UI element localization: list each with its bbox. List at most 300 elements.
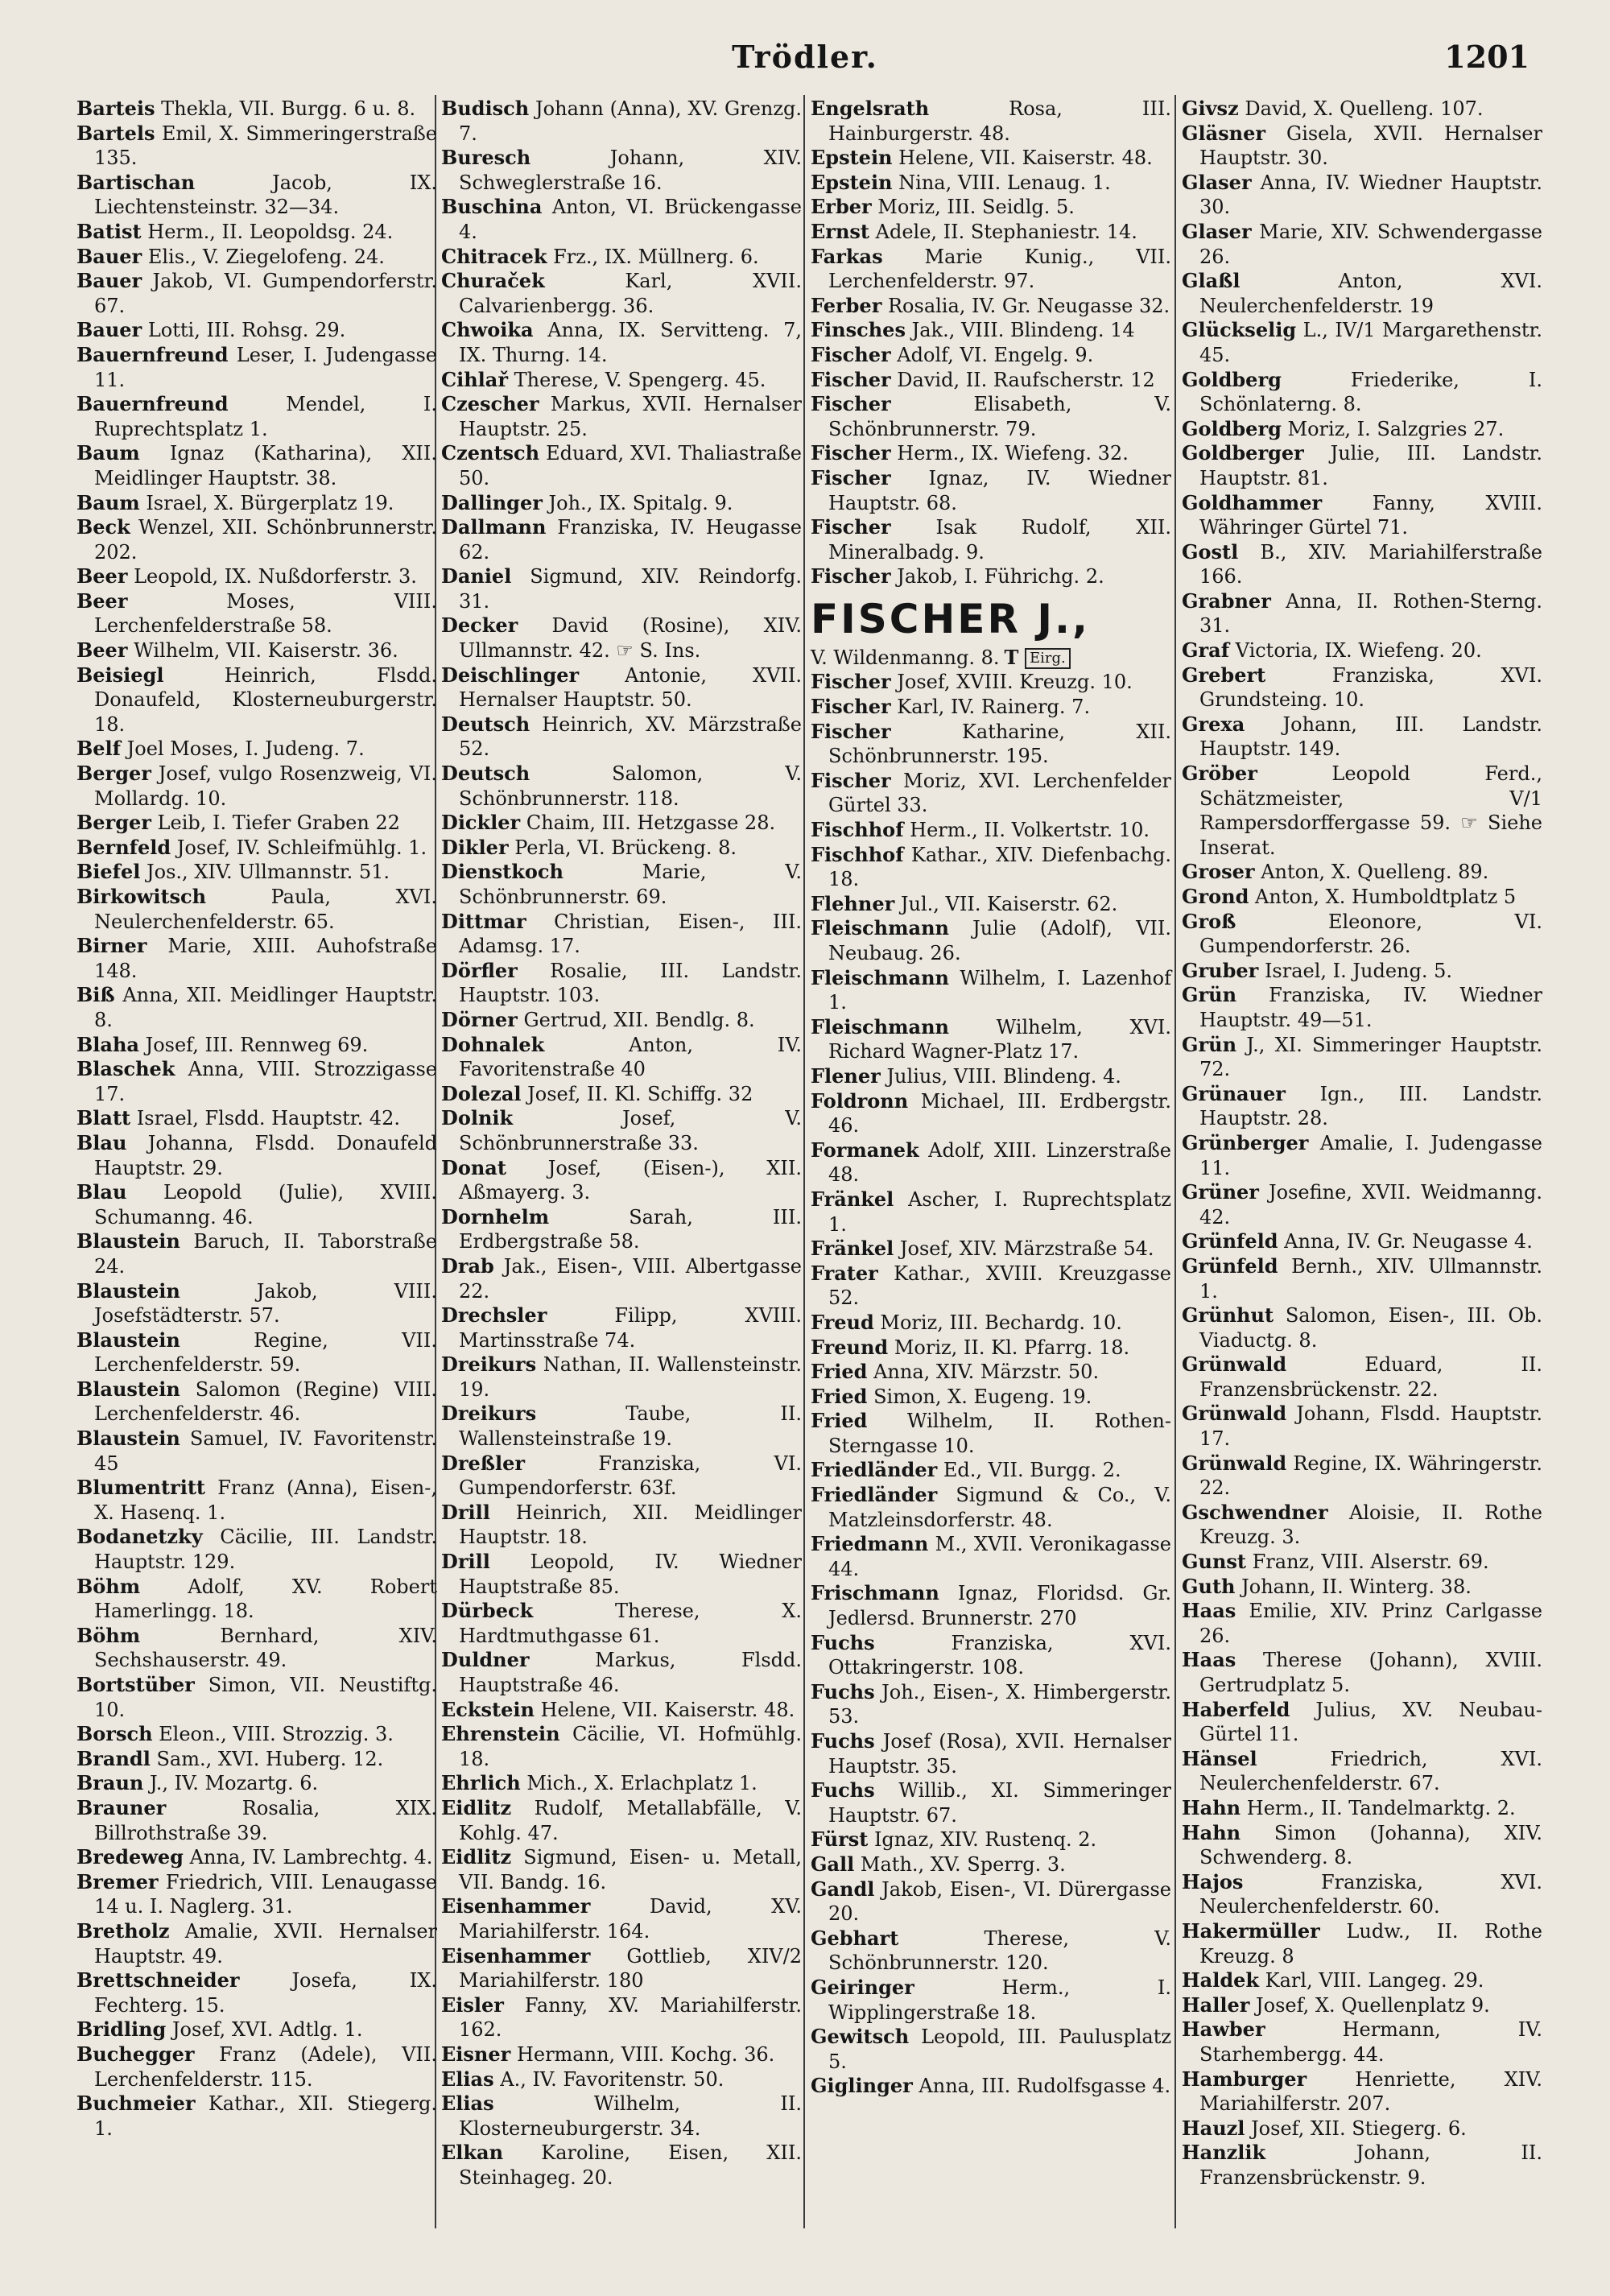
entry-surname: Batist xyxy=(76,219,142,243)
directory-entry xyxy=(811,670,1171,695)
directory-entry xyxy=(1182,1131,1542,1180)
entry-details: Leopold, IX. Nußdorferstr. 3. xyxy=(134,565,417,588)
entry-details: Anna, IV. Lambrechtg. 4. xyxy=(189,1846,433,1869)
directory-entry xyxy=(1182,1796,1542,1821)
entry-details: Simon (Johanna), XIV. Schwenderg. 8. xyxy=(1199,1821,1542,1869)
entry-surname: Guth xyxy=(1182,1574,1236,1598)
entry-surname: Biß xyxy=(76,983,115,1007)
entry-details: Kathar., XIV. Diefenbachg. 18. xyxy=(828,843,1171,891)
directory-entry xyxy=(811,1827,1171,1852)
entry-surname: Bauer xyxy=(76,244,142,268)
directory-entry xyxy=(441,1402,802,1451)
entry-surname: Grünauer xyxy=(1182,1081,1286,1105)
directory-entry xyxy=(441,97,802,146)
directory-entry xyxy=(441,1944,802,1993)
directory-entry xyxy=(441,1205,802,1254)
entry-details: Anna, III. Rudolfsgasse 4. xyxy=(919,2075,1171,2098)
entry-surname: Chitracek xyxy=(441,244,547,268)
entry-surname: Fischer xyxy=(811,768,891,792)
entry-surname: Fischhof xyxy=(811,842,904,866)
entry-surname: Chwoika xyxy=(441,318,534,342)
entry-details: David, II. Raufscherstr. 12 xyxy=(897,368,1155,391)
entry-surname: Grünfeld xyxy=(1182,1229,1278,1253)
entry-details: Joh., Eisen-, X. Himbergerstr. 53. xyxy=(828,1680,1171,1728)
entry-details: Johann, XIV. Schweglerstraße 16. xyxy=(459,147,802,194)
entry-surname: Haas xyxy=(1182,1599,1236,1623)
entry-surname: Haas xyxy=(1182,1648,1236,1672)
entry-details: David, X. Quelleng. 107. xyxy=(1245,97,1484,120)
entry-details: Ludw., II. Rothe Kreuzg. 8 xyxy=(1199,1919,1542,1968)
directory-entry xyxy=(1182,1747,1542,1796)
entry-details: Hermann, IV. Starhembergg. 44. xyxy=(1199,2018,1542,2066)
directory-entry xyxy=(1182,540,1542,589)
entry-details: Anton, IV. Favoritenstraße 40 xyxy=(459,1033,802,1081)
directory-entry xyxy=(1182,368,1542,417)
directory-entry xyxy=(76,1279,437,1328)
entry-surname: Hamburger xyxy=(1182,2067,1307,2091)
directory-entry xyxy=(76,1377,437,1427)
directory-entry xyxy=(441,1796,802,1845)
entry-surname: Grünwald xyxy=(1182,1451,1287,1475)
directory-entry xyxy=(441,368,802,393)
entry-address: V. Wildenmanng. 8. xyxy=(811,646,1000,669)
entry-details: Israel, X. Bürgerplatz 19. xyxy=(146,491,394,514)
directory-entry xyxy=(441,1008,802,1033)
directory-entry xyxy=(441,1254,802,1303)
entry-surname: Ehrlich xyxy=(441,1771,521,1795)
directory-entry xyxy=(1182,762,1542,860)
entry-surname: Decker xyxy=(441,613,518,638)
entry-surname: Dörner xyxy=(441,1007,518,1031)
directory-entry xyxy=(441,836,802,861)
directory-entry xyxy=(1182,1352,1542,1402)
entry-details: Ignaz, Floridsd. Gr. Jedlersd. Brunnerstr. 270 xyxy=(828,1582,1171,1630)
entry-surname: Glaser xyxy=(1182,170,1252,194)
directory-entry xyxy=(76,220,437,245)
entry-surname: Eisenhammer xyxy=(441,1943,591,1968)
entry-details: Anton, X. Humboldtplatz 5 xyxy=(1255,886,1517,908)
directory-entry xyxy=(76,1575,437,1624)
entry-details: Josef, IV. Schleifmühlg. 1. xyxy=(176,836,427,859)
entry-surname: Fried xyxy=(811,1384,868,1408)
directory-entry xyxy=(76,564,437,589)
entry-surname: Bauer xyxy=(76,318,142,342)
entry-details: Gisela, XVII. Hernalser Hauptstr. 30. xyxy=(1199,122,1542,170)
entry-details: Therese, V. Schönbrunnerstr. 120. xyxy=(828,1926,1171,1975)
entry-details: Kathar., XVIII. Kreuzgasse 52. xyxy=(828,1262,1171,1310)
entry-details: Taube, II. Wallensteinstraße 19. xyxy=(459,1402,802,1451)
entry-details: Karl, IV. Rainerg. 7. xyxy=(897,696,1091,719)
entry-details: Jak., Eisen-, VIII. Albertgasse 22. xyxy=(459,1254,802,1303)
entry-surname: Fischer xyxy=(811,695,891,719)
category-badge: Eirg. xyxy=(1025,648,1071,669)
entry-surname: Flener xyxy=(811,1063,881,1088)
column-divider xyxy=(803,95,805,2228)
entry-details: Friedrich, XVI. Neulerchenfelderstr. 67. xyxy=(1199,1747,1542,1795)
directory-entry xyxy=(1182,638,1542,663)
directory-entry xyxy=(76,1624,437,1673)
entry-details: A., IV. Favoritenstr. 50. xyxy=(500,2067,724,2091)
directory-entry xyxy=(76,836,437,861)
directory-entry xyxy=(811,2025,1171,2074)
entry-surname: Dreikurs xyxy=(441,1402,537,1426)
entry-details: Anton, X. Quelleng. 89. xyxy=(1261,861,1489,884)
directory-entry xyxy=(76,1722,437,1747)
directory-entry xyxy=(76,1427,437,1476)
entry-surname: Graf xyxy=(1182,638,1230,663)
directory-entry xyxy=(811,368,1171,393)
entry-details: Michael, III. Erdbergstr. 46. xyxy=(828,1089,1171,1138)
directory-entry xyxy=(1182,1599,1542,1648)
entry-surname: Fried xyxy=(811,1360,868,1384)
entry-details: Samuel, IV. Favoritenstr. 45 xyxy=(94,1427,437,1475)
directory-entry xyxy=(811,1852,1171,1877)
directory-entry xyxy=(811,720,1171,769)
entry-surname: Bremer xyxy=(76,1869,159,1893)
directory-entry xyxy=(1182,97,1542,122)
directory-entry xyxy=(441,195,802,244)
entry-details: Mendel, I. Ruprechtsplatz 1. xyxy=(94,393,437,440)
directory-entry xyxy=(441,613,802,663)
entry-details: Joel Moses, I. Judeng. 7. xyxy=(126,737,365,761)
entry-surname: Buchmeier xyxy=(76,2092,196,2116)
entry-details: Eduard, XVI. Thaliastraße 50. xyxy=(459,442,802,489)
entry-details: Jakob, VIII. Josefstädterstr. 57. xyxy=(94,1279,437,1328)
entry-surname: Groser xyxy=(1182,860,1255,884)
entry-surname: Gewitsch xyxy=(811,2025,910,2049)
directory-entry xyxy=(1182,1303,1542,1352)
directory-entry xyxy=(811,466,1171,515)
directory-entry xyxy=(441,860,802,909)
entry-surname: Dickler xyxy=(441,811,521,835)
directory-entry xyxy=(811,392,1171,441)
entry-details: Ignaz (Katharina), XII. Meidlinger Hauptstr. 38. xyxy=(94,442,437,489)
directory-entry xyxy=(811,1138,1171,1187)
entry-surname: Buresch xyxy=(441,146,531,170)
entry-details: Anna, VIII. Strozzigasse 17. xyxy=(94,1058,437,1105)
entry-surname: Friedländer xyxy=(811,1483,938,1507)
entry-details: Wilhelm, I. Lazenhof 1. xyxy=(828,966,1171,1014)
directory-entry xyxy=(1182,1648,1542,1697)
entry-details: Josefine, XVII. Weidmanng. 42. xyxy=(1199,1181,1542,1229)
entry-details: Franz, VIII. Alserstr. 69. xyxy=(1252,1551,1489,1574)
entry-surname: Hawber xyxy=(1182,2017,1265,2042)
directory-entry xyxy=(1182,171,1542,220)
entry-details: Elisabeth, V. Schönbrunnerstr. 79. xyxy=(828,393,1171,440)
entry-details: Perla, VI. Brückeng. 8. xyxy=(514,836,737,859)
directory-entry xyxy=(441,1894,802,1943)
directory-entry xyxy=(76,983,437,1032)
column-1 xyxy=(76,97,437,2141)
entry-details: Wilhelm, XVI. Richard Wagner-Platz 17. xyxy=(828,1015,1171,1063)
directory-entry xyxy=(441,318,802,367)
entry-surname: Blaustein xyxy=(76,1328,180,1352)
column-3 xyxy=(811,97,1171,2099)
entry-details: Ignaz, XIV. Rustenq. 2. xyxy=(873,1828,1097,1852)
directory-entry xyxy=(811,318,1171,343)
directory-entry xyxy=(76,1180,437,1229)
entry-details: Josef, XVIII. Kreuzg. 10. xyxy=(897,671,1133,694)
entry-details: Regine, VII. Lerchenfelderstr. 59. xyxy=(94,1328,437,1377)
directory-entry xyxy=(811,1187,1171,1237)
entry-surname: Fuchs xyxy=(811,1679,875,1703)
entry-surname: Foldronn xyxy=(811,1088,909,1113)
entry-details: Sigmund & Co., V. Matzleinsdorferstr. 48. xyxy=(828,1484,1171,1531)
entry-surname: Grebert xyxy=(1182,663,1266,687)
directory-entry xyxy=(1182,663,1542,712)
entry-details: Fanny, XVIII. Währinger Gürtel 71. xyxy=(1199,491,1542,539)
directory-entry xyxy=(76,245,437,270)
entry-surname: Frischmann xyxy=(811,1581,939,1605)
entry-details: Henriette, XIV. Mariahilferstr. 207. xyxy=(1199,2067,1542,2116)
telephone-icon: T xyxy=(1004,645,1019,669)
entry-details: David, XV. Mariahilferstr. 164. xyxy=(459,1895,802,1943)
entry-details: Franz (Anna), Eisen-, X. Hasenq. 1. xyxy=(94,1476,437,1524)
entry-details: Johann (Anna), XV. Grenzg. 7. xyxy=(459,97,802,145)
entry-surname: Bodanetzky xyxy=(76,1525,203,1549)
directory-entry xyxy=(441,811,802,836)
directory-entry xyxy=(441,1352,802,1402)
entry-details: Baruch, II. Taborstraße 24. xyxy=(94,1230,437,1278)
directory-entry xyxy=(811,1385,1171,1410)
entry-details: Emil, X. Simmeringerstraße 135. xyxy=(94,122,437,170)
entry-details: Marie, XIV. Schwendergasse 26. xyxy=(1199,220,1542,268)
entry-surname: Beer xyxy=(76,588,128,613)
entry-surname: Haberfeld xyxy=(1182,1697,1290,1721)
entry-details: Rosa, III. Hainburgerstr. 48. xyxy=(828,97,1171,145)
entry-surname: Deischlinger xyxy=(441,663,580,687)
directory-entry xyxy=(1182,1575,1542,1600)
entry-details: Sigmund, XIV. Reindorfg. 31. xyxy=(459,565,802,613)
entry-details: Johanna, Flsdd. Donaufeld Hauptstr. 29. xyxy=(94,1131,437,1179)
entry-details: Jos., XIV. Ullmannstr. 51. xyxy=(147,861,390,884)
entry-surname: Gunst xyxy=(1182,1550,1246,1574)
entry-details: Josef, XVI. Adtlg. 1. xyxy=(171,2018,363,2042)
directory-entry xyxy=(1182,1402,1542,1451)
entry-details: Joh., IX. Spitalg. 9. xyxy=(548,491,733,514)
directory-entry xyxy=(441,515,802,564)
directory-entry xyxy=(1182,589,1542,638)
entry-surname: Czescher xyxy=(441,392,539,416)
directory-entry xyxy=(76,589,437,638)
entry-details: Herm., II. Leopoldsg. 24. xyxy=(147,220,394,243)
entry-details: Isak Rudolf, XII. Mineralbadg. 9. xyxy=(828,516,1171,564)
entry-details: Rosalia, IV. Gr. Neugasse 32. xyxy=(887,294,1170,317)
directory-entry xyxy=(811,1877,1171,1926)
directory-entry xyxy=(76,2042,437,2092)
entry-surname: Baum xyxy=(76,441,140,465)
directory-entry xyxy=(1182,885,1542,910)
entry-surname: Elias xyxy=(441,2067,494,2091)
entry-surname: Gröber xyxy=(1182,762,1257,786)
entry-details: Ignaz, IV. Wiedner Hauptstr. 68. xyxy=(828,466,1171,514)
directory-entry xyxy=(441,762,802,811)
entry-surname: Borsch xyxy=(76,1722,153,1746)
directory-entry xyxy=(76,1229,437,1278)
directory-entry xyxy=(1182,1501,1542,1550)
entry-surname: Grün xyxy=(1182,983,1237,1007)
entry-surname: Dolnik xyxy=(441,1106,514,1130)
directory-entry xyxy=(1182,1082,1542,1131)
entry-details: Helene, VII. Kaiserstr. 48. xyxy=(898,147,1153,170)
entry-surname: Fuchs xyxy=(811,1630,875,1654)
entry-details: Josef (Rosa), XVII. Hernalser Hauptstr. 35. xyxy=(828,1730,1171,1778)
directory-entry xyxy=(76,811,437,836)
entry-surname: Giglinger xyxy=(811,2074,913,2098)
directory-entry xyxy=(1182,1254,1542,1303)
entry-details: Jak., VIII. Blindeng. 14 xyxy=(911,319,1135,342)
entry-surname: Daniel xyxy=(441,564,512,588)
directory-entry xyxy=(811,966,1171,1015)
directory-entry xyxy=(441,245,802,270)
entry-details: J., XI. Simmeringer Hauptstr. 72. xyxy=(1199,1033,1542,1081)
directory-entry xyxy=(811,441,1171,466)
entry-surname: Fränkel xyxy=(811,1187,894,1211)
entry-surname: Churaček xyxy=(441,269,545,293)
entry-surname: Fleischmann xyxy=(811,916,949,940)
directory-entry xyxy=(811,146,1171,171)
entry-details: Leopold (Julie), XVIII. Schumanng. 46. xyxy=(94,1181,437,1229)
entry-surname: Dolezal xyxy=(441,1081,522,1105)
directory-entry xyxy=(441,392,802,441)
entry-details: Salomon, Eisen-, III. Ob. Viaductg. 8. xyxy=(1199,1304,1542,1352)
entry-details: Josef, (Eisen-), XII. Aßmayerg. 3. xyxy=(459,1156,802,1204)
directory-entry xyxy=(1182,441,1542,490)
directory-entry xyxy=(811,1976,1171,2025)
entry-surname: Grüner xyxy=(1182,1180,1259,1204)
entry-details: Wilhelm, VII. Kaiserstr. 36. xyxy=(134,639,398,663)
entry-surname: Beck xyxy=(76,515,130,539)
entry-details: Anna, II. Rothen-Sterng. 31. xyxy=(1199,589,1542,638)
directory-entry xyxy=(1182,1821,1542,1870)
directory-entry xyxy=(76,885,437,934)
entry-surname: Epstein xyxy=(811,146,893,170)
entry-details: Karoline, Eisen, XII. Steinhageg. 20. xyxy=(459,2141,802,2189)
entry-details: Sarah, III. Erdbergstraße 58. xyxy=(459,1205,802,1253)
entry-details: Wenzel, XII. Schönbrunnerstr. 202. xyxy=(94,516,437,564)
entry-surname: Czentsch xyxy=(441,441,540,465)
entry-details: Willib., XI. Simmeringer Hauptstr. 67. xyxy=(828,1779,1171,1827)
directory-entry xyxy=(76,762,437,811)
entry-details: Karl, VIII. Langeg. 29. xyxy=(1265,1969,1484,1992)
entry-details: Simon, VII. Neustiftg. 10. xyxy=(94,1674,437,1721)
directory-entry xyxy=(811,1458,1171,1483)
entry-surname: Blaschek xyxy=(76,1057,175,1081)
entry-surname: Blau xyxy=(76,1130,127,1154)
entry-details: Amalie, XVII. Hernalser Hauptstr. 49. xyxy=(94,1919,437,1968)
directory-entry xyxy=(1182,2141,1542,2190)
entry-surname: Blaustein xyxy=(76,1427,180,1451)
directory-entry xyxy=(811,2074,1171,2099)
entry-surname: Duldner xyxy=(441,1648,530,1672)
directory-entry xyxy=(76,2017,437,2042)
directory-entry xyxy=(441,1648,802,1697)
directory-entry xyxy=(811,892,1171,917)
column-4 xyxy=(1182,97,1542,2190)
directory-entry xyxy=(811,515,1171,564)
directory-entry xyxy=(1182,220,1542,269)
entry-surname: Blaustein xyxy=(76,1278,180,1303)
entry-surname: Hahn xyxy=(1182,1820,1241,1844)
directory-entry xyxy=(76,1033,437,1058)
entry-details: Bernhard, XIV. Sechshauserstr. 49. xyxy=(94,1624,437,1672)
directory-entry xyxy=(811,1729,1171,1778)
entry-surname: Dreßler xyxy=(441,1451,525,1475)
entry-details: Julie, III. Landstr. Hauptstr. 81. xyxy=(1199,442,1542,489)
directory-entry xyxy=(811,1581,1171,1630)
entry-surname: Dörfler xyxy=(441,958,518,982)
entry-details: Julius, VIII. Blindeng. 4. xyxy=(886,1064,1121,1088)
entry-surname: Blaustein xyxy=(76,1229,180,1253)
directory-entry xyxy=(441,441,802,490)
page-header xyxy=(0,39,1610,87)
entry-details: Marie, XIII. Auhofstraße 148. xyxy=(94,935,437,982)
entry-surname: Drill xyxy=(441,1550,490,1574)
directory-entry xyxy=(1182,1993,1542,2018)
directory-entry xyxy=(1182,1870,1542,1919)
entry-surname: Dallmann xyxy=(441,515,547,539)
entry-surname: Drab xyxy=(441,1253,494,1278)
entry-details: Simon, X. Eugeng. 19. xyxy=(873,1385,1092,1408)
directory-entry xyxy=(811,1237,1171,1262)
entry-surname: Fischer xyxy=(811,564,891,588)
entry-details: Karl, XVII. Calvarienbergg. 36. xyxy=(459,270,802,317)
entry-surname: Blaustein xyxy=(76,1377,180,1401)
directory-entry xyxy=(811,195,1171,220)
directory-entry xyxy=(441,1698,802,1723)
entry-surname: Fischer xyxy=(811,342,891,366)
directory-entry xyxy=(811,1680,1171,1729)
entry-surname: Donat xyxy=(441,1155,506,1179)
directory-entry xyxy=(811,171,1171,196)
entry-details: Israel, I. Judeng. 5. xyxy=(1264,959,1453,982)
directory-entry xyxy=(76,1057,437,1106)
entry-details: Adolf, XV. Robert Hamerlingg. 18. xyxy=(94,1575,437,1623)
entry-details: Hermann, VIII. Kochg. 36. xyxy=(516,2042,775,2066)
entry-details: Frz., IX. Müllnerg. 6. xyxy=(553,245,759,268)
entry-details: Eleon., VIII. Strozzig. 3. xyxy=(159,1723,394,1746)
directory-entry xyxy=(441,1106,802,1155)
entry-details: B., XIV. Mariahilferstraße 166. xyxy=(1199,540,1542,588)
directory-entry xyxy=(76,97,437,122)
entry-surname: Dürbeck xyxy=(441,1599,534,1623)
entry-surname: Braun xyxy=(76,1771,144,1795)
entry-surname: Flehner xyxy=(811,891,895,915)
entry-details: Ign., III. Landstr. Hauptstr. 28. xyxy=(1199,1082,1542,1130)
entry-details: Anna, XII. Meidlinger Hauptstr. 8. xyxy=(94,984,437,1031)
entry-details: Franziska, XVI. Ottakringerstr. 108. xyxy=(828,1631,1171,1679)
entry-details: Josef, XII. Stiegerg. 6. xyxy=(1251,2116,1467,2140)
entry-details: Israel, Flsdd. Hauptstr. 42. xyxy=(136,1107,401,1130)
directory-entry xyxy=(441,491,802,516)
entry-surname: Elkan xyxy=(441,2141,504,2165)
entry-surname: Fischer xyxy=(811,441,891,465)
entry-surname: Drill xyxy=(441,1500,490,1524)
entry-surname: Freud xyxy=(811,1310,874,1334)
directory-entry xyxy=(441,1993,802,2042)
entry-surname: Gandl xyxy=(811,1877,875,1901)
entry-surname: Givsz xyxy=(1182,97,1239,120)
entry-details: Heinrich, XV. Märzstraße 52. xyxy=(459,712,802,761)
entry-surname: Brettschneider xyxy=(76,1968,240,1992)
entry-surname: Eckstein xyxy=(441,1697,535,1721)
directory-entry xyxy=(441,269,802,318)
directory-entry xyxy=(1182,712,1542,762)
directory-entry xyxy=(76,269,437,318)
directory-entry xyxy=(441,1452,802,1501)
entry-details: Josef, XIV. Märzstraße 54. xyxy=(899,1237,1154,1261)
entry-details: Marie, V. Schönbrunnerstr. 69. xyxy=(459,861,802,908)
